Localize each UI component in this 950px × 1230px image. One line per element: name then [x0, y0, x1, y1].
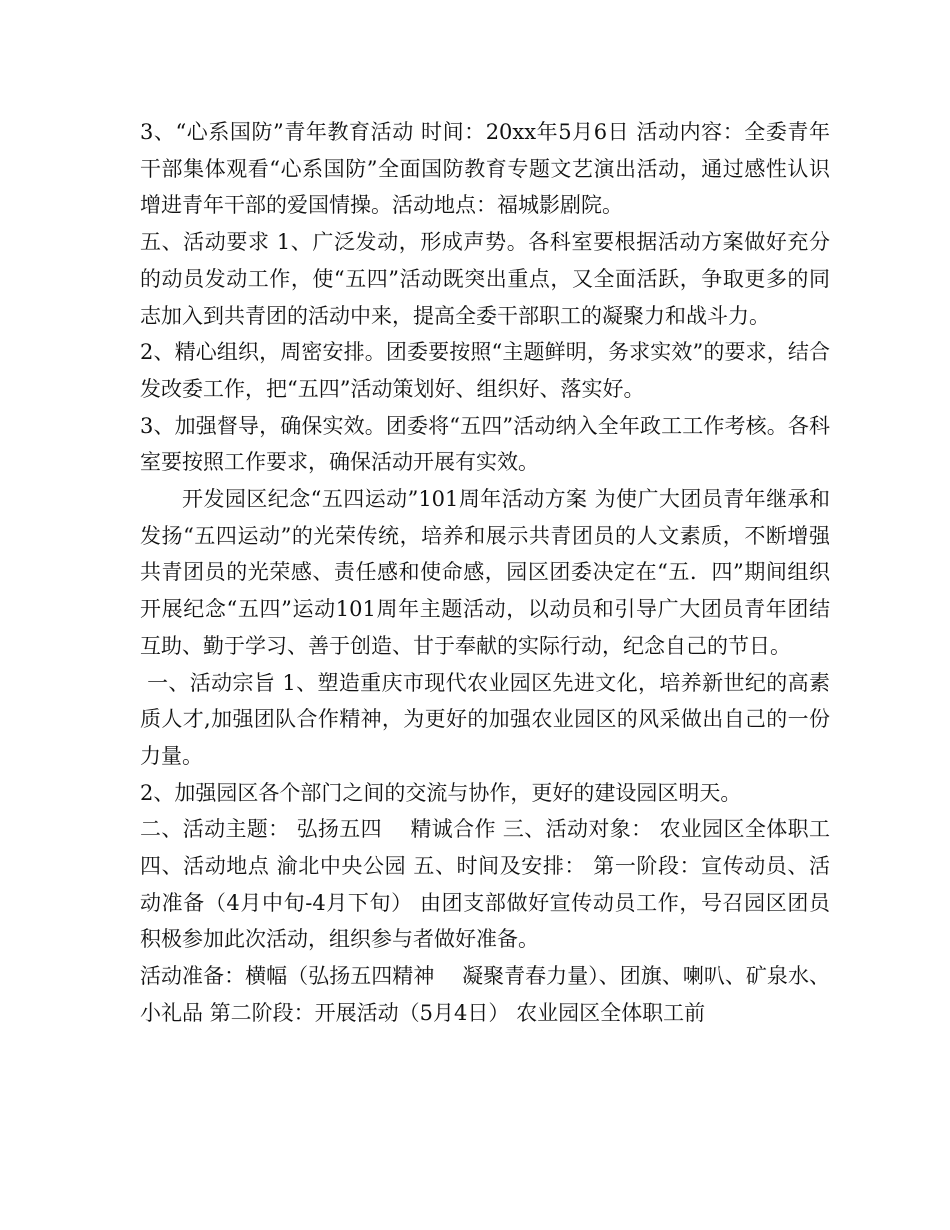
- paragraph-park-plan-intro: 开发园区纪念“五四运动”101周年活动方案 为使广大团员青年继承和发扬“五四运动”的光荣传统，培养和展示共青团员的人文素质，不断增强共青团员的光荣感、责任感和使命感，园区团委决定在“五．四”期间组织开展纪念“五四”运动101周年主题活动，以动员和引导广大团员青年团结互助、勤于学习、善于创造、甘于奉献的实际行动，纪念自己的节日。: [140, 487, 830, 658]
- paragraph-activity-requirements: 五、活动要求 1、广泛发动，形成声势。各科室要根据活动方案做好充分的动员发动工作，使“五四”活动既突出重点，又全面活跃，争取更多的同志加入到共青团的活动中来，提高全委干部职工的凝聚力和战斗力。: [140, 230, 830, 328]
- paragraph-supervision: 3、加强督导，确保实效。团委将“五四”活动纳入全年政工工作考核。各科室要按照工作要求，确保活动开展有实效。: [140, 413, 830, 475]
- document-body: [140, 114, 837, 1032]
- paragraph-activity-preparation: 活动准备：横幅（弘扬五四精神 凝聚青春力量）、团旗、喇叭、矿泉水、小礼品 第二阶段：开展活动（5月4日） 农业园区全体职工前: [140, 964, 830, 1025]
- paragraph-activity-purpose: 一、活动宗旨 1、塑造重庆市现代农业园区先进文化，培养新世纪的高素质人才,加强团队合作精神，为更好的加强农业园区的风采做出自己的一份力量。: [140, 670, 830, 768]
- paragraph-department-exchange: 2、加强园区各个部门之间的交流与协作，更好的建设园区明天。: [140, 780, 742, 805]
- paragraph-careful-organization: 2、精心组织，周密安排。团委要按照“主题鲜明，务求实效”的要求，结合发改委工作，把“五四”活动策划好、组织好、落实好。: [140, 340, 830, 401]
- paragraph-youth-education-activity: 3、“心系国防”青年教育活动 时间：20xx年5月6日 活动内容：全委青年干部集体观看“心系国防”全面国防教育专题文艺演出活动，通过感性认识增进青年干部的爱国情操。活动地点：福城影剧院。: [140, 120, 830, 218]
- paragraph-theme-and-schedule: 二、活动主题： 弘扬五四 精诚合作 三、活动对象： 农业园区全体职工 四、活动地点 渝北中央公园 五、时间及安排： 第一阶段：宣传动员、活动准备（4月中旬-4月下旬） 由团支部做好宣传动员工作，号召园区团员积极参加此次活动，组织参与者做好准备。: [140, 817, 837, 952]
